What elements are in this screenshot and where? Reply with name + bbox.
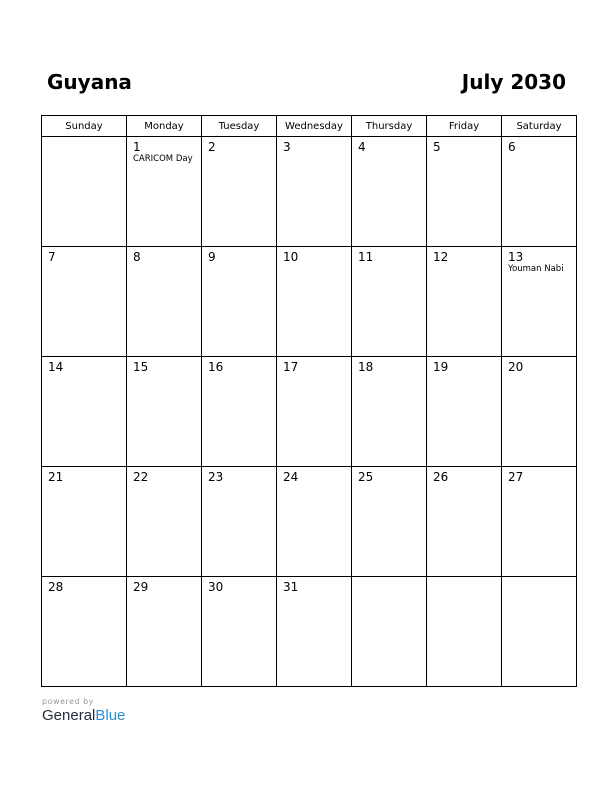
day-cell (42, 137, 127, 247)
day-cell (42, 247, 127, 357)
day-number: 21 (48, 470, 64, 484)
day-number: 10 (283, 250, 299, 264)
day-number: 7 (48, 250, 56, 264)
day-cell (277, 467, 352, 577)
day-number: 5 (433, 140, 441, 154)
day-number: 12 (433, 250, 449, 264)
day-cell (42, 357, 127, 467)
day-cell (127, 137, 202, 247)
day-cell (352, 247, 427, 357)
day-cell (502, 577, 577, 687)
day-cell (427, 577, 502, 687)
week-row (42, 137, 577, 247)
day-number: 13 (508, 250, 524, 264)
day-number: 30 (208, 580, 224, 594)
weekday-friday: Friday (427, 116, 502, 137)
day-number: 20 (508, 360, 524, 374)
day-number: 4 (358, 140, 366, 154)
day-cell (502, 357, 577, 467)
day-number: 25 (358, 470, 374, 484)
week-row (42, 467, 577, 577)
day-cell (352, 467, 427, 577)
day-cell (277, 247, 352, 357)
day-cell (42, 577, 127, 687)
day-number: 9 (208, 250, 216, 264)
day-number: 17 (283, 360, 299, 374)
day-number: 24 (283, 470, 299, 484)
holiday-label: Youman Nabi (508, 264, 564, 274)
weekday-thursday: Thursday (352, 116, 427, 137)
day-number: 1 (133, 140, 141, 154)
day-number: 11 (358, 250, 374, 264)
holiday-label: CARICOM Day (133, 154, 193, 164)
country-title: Guyana (47, 70, 132, 94)
day-cell (127, 247, 202, 357)
day-cell (427, 467, 502, 577)
day-cell (277, 357, 352, 467)
day-number: 6 (508, 140, 516, 154)
day-cell (502, 137, 577, 247)
day-number: 29 (133, 580, 149, 594)
weekday-header-row (42, 116, 577, 137)
day-cell (427, 357, 502, 467)
day-cell (277, 137, 352, 247)
day-number: 23 (208, 470, 224, 484)
day-cell (502, 467, 577, 577)
day-cell (127, 467, 202, 577)
weekday-saturday: Saturday (502, 116, 577, 137)
day-cell (352, 357, 427, 467)
calendar-grid (41, 115, 577, 687)
day-cell (352, 137, 427, 247)
day-cell (427, 247, 502, 357)
day-number: 8 (133, 250, 141, 264)
day-number (502, 577, 576, 580)
footer-branding (42, 697, 125, 724)
day-number: 16 (208, 360, 224, 374)
weekday-monday: Monday (127, 116, 202, 137)
weekday-tuesday: Tuesday (202, 116, 277, 137)
day-cell (352, 577, 427, 687)
day-number: 14 (48, 360, 64, 374)
powered-by-text: powered by (42, 697, 94, 706)
day-cell (202, 357, 277, 467)
week-row (42, 357, 577, 467)
day-number (427, 577, 501, 580)
day-cell (202, 577, 277, 687)
day-number: 19 (433, 360, 449, 374)
day-number: 31 (283, 580, 299, 594)
day-cell (202, 247, 277, 357)
week-row (42, 577, 577, 687)
weekday-wednesday: Wednesday (277, 116, 352, 137)
week-row (42, 247, 577, 357)
day-number: 15 (133, 360, 149, 374)
day-number: 22 (133, 470, 149, 484)
day-cell (427, 137, 502, 247)
day-number: 28 (48, 580, 64, 594)
day-number (42, 137, 126, 140)
weekday-sunday: Sunday (42, 116, 127, 137)
day-cell (202, 467, 277, 577)
day-cell (202, 137, 277, 247)
day-cell (502, 247, 577, 357)
brand-blue: Blue (95, 707, 126, 724)
day-number: 3 (283, 140, 291, 154)
day-number: 2 (208, 140, 216, 154)
day-cell (42, 467, 127, 577)
day-number (352, 577, 426, 580)
day-number: 26 (433, 470, 449, 484)
brand-general: General (42, 707, 96, 724)
day-cell (127, 577, 202, 687)
day-cell (127, 357, 202, 467)
day-number: 27 (508, 470, 524, 484)
generalblue-logo (42, 707, 125, 724)
day-cell (277, 577, 352, 687)
day-number: 18 (358, 360, 374, 374)
month-year-title: July 2030 (461, 70, 566, 94)
